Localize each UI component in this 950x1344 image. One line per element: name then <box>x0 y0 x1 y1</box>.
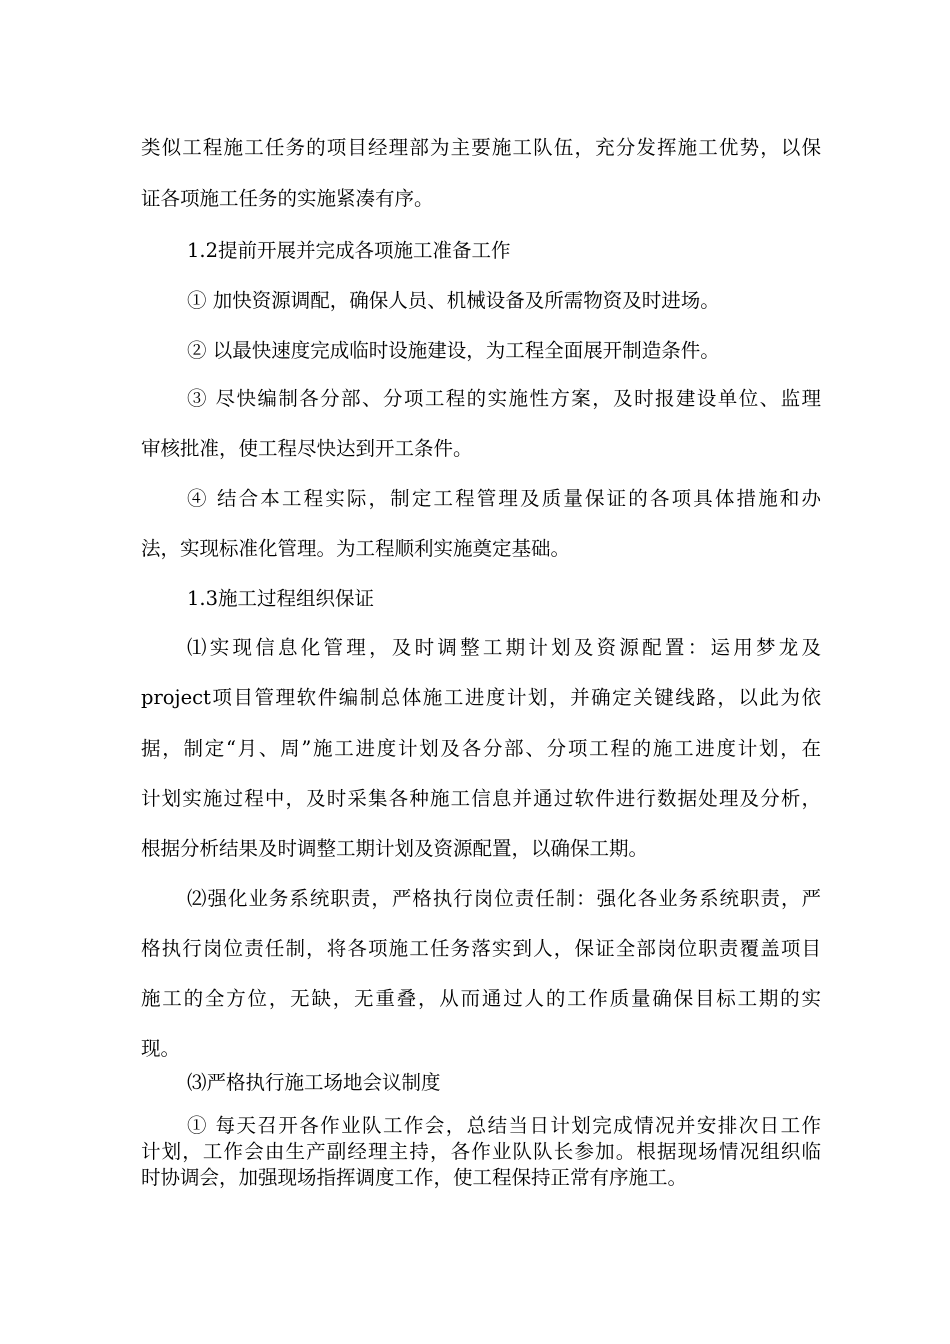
text-line: 现。 <box>141 1037 181 1060</box>
text-line: 证各项施工任务的实施紧凑有序。 <box>141 187 434 210</box>
text-line: 法，实现标准化管理。为工程顺利实施奠定基础。 <box>141 537 571 560</box>
text-line: 格执行岗位责任制，将各项施工任务落实到人，保证全部岗位职责覆盖项目 <box>141 937 821 960</box>
text-line: 类似工程施工任务的项目经理部为主要施工队伍，充分发挥施工优势，以保 <box>141 136 821 159</box>
text-line: ① 加快资源调配，确保人员、机械设备及所需物资及时进场。 <box>187 289 720 312</box>
section-heading: 1.3施工过程组织保证 <box>187 587 375 610</box>
text-line: ② 以最快速度完成临时设施建设，为工程全面展开制造条件。 <box>187 339 720 362</box>
section-heading: 1.2提前开展并完成各项施工准备工作 <box>187 239 511 262</box>
section-heading: ⑶严格执行施工场地会议制度 <box>187 1071 441 1094</box>
text-line: ① 每天召开各作业队工作会，总结当日计划完成情况并安排次日工作 <box>187 1114 821 1137</box>
text-line: project项目管理软件编制总体施工进度计划，并确定关键线路，以此为依 <box>141 686 821 709</box>
text-line: 计划实施过程中，及时采集各种施工信息并通过软件进行数据处理及分析， <box>141 787 821 810</box>
text-line: 根据分析结果及时调整工期计划及资源配置，以确保工期。 <box>141 837 649 860</box>
text-line: 时协调会，加强现场指挥调度工作，使工程保持正常有序施工。 <box>141 1166 688 1189</box>
text-line: 施工的全方位，无缺，无重叠，从而通过人的工作质量确保目标工期的实 <box>141 987 821 1010</box>
text-line: 审核批准，使工程尽快达到开工条件。 <box>141 437 473 460</box>
text-line: ⑴实现信息化管理，及时调整工期计划及资源配置：运用梦龙及 <box>187 636 821 659</box>
text-line: ③ 尽快编制各分部、分项工程的实施性方案，及时报建设单位、监理 <box>187 387 821 410</box>
text-line: ⑵强化业务系统职责，严格执行岗位责任制：强化各业务系统职责，严 <box>187 887 821 910</box>
text-line: 据，制定“月、周”施工进度计划及各分部、分项工程的施工进度计划，在 <box>141 737 821 760</box>
text-line: ④ 结合本工程实际，制定工程管理及质量保证的各项具体措施和办 <box>187 487 821 510</box>
text-line: 计划，工作会由生产副经理主持，各作业队队长参加。根据现场情况组织临 <box>141 1140 821 1163</box>
